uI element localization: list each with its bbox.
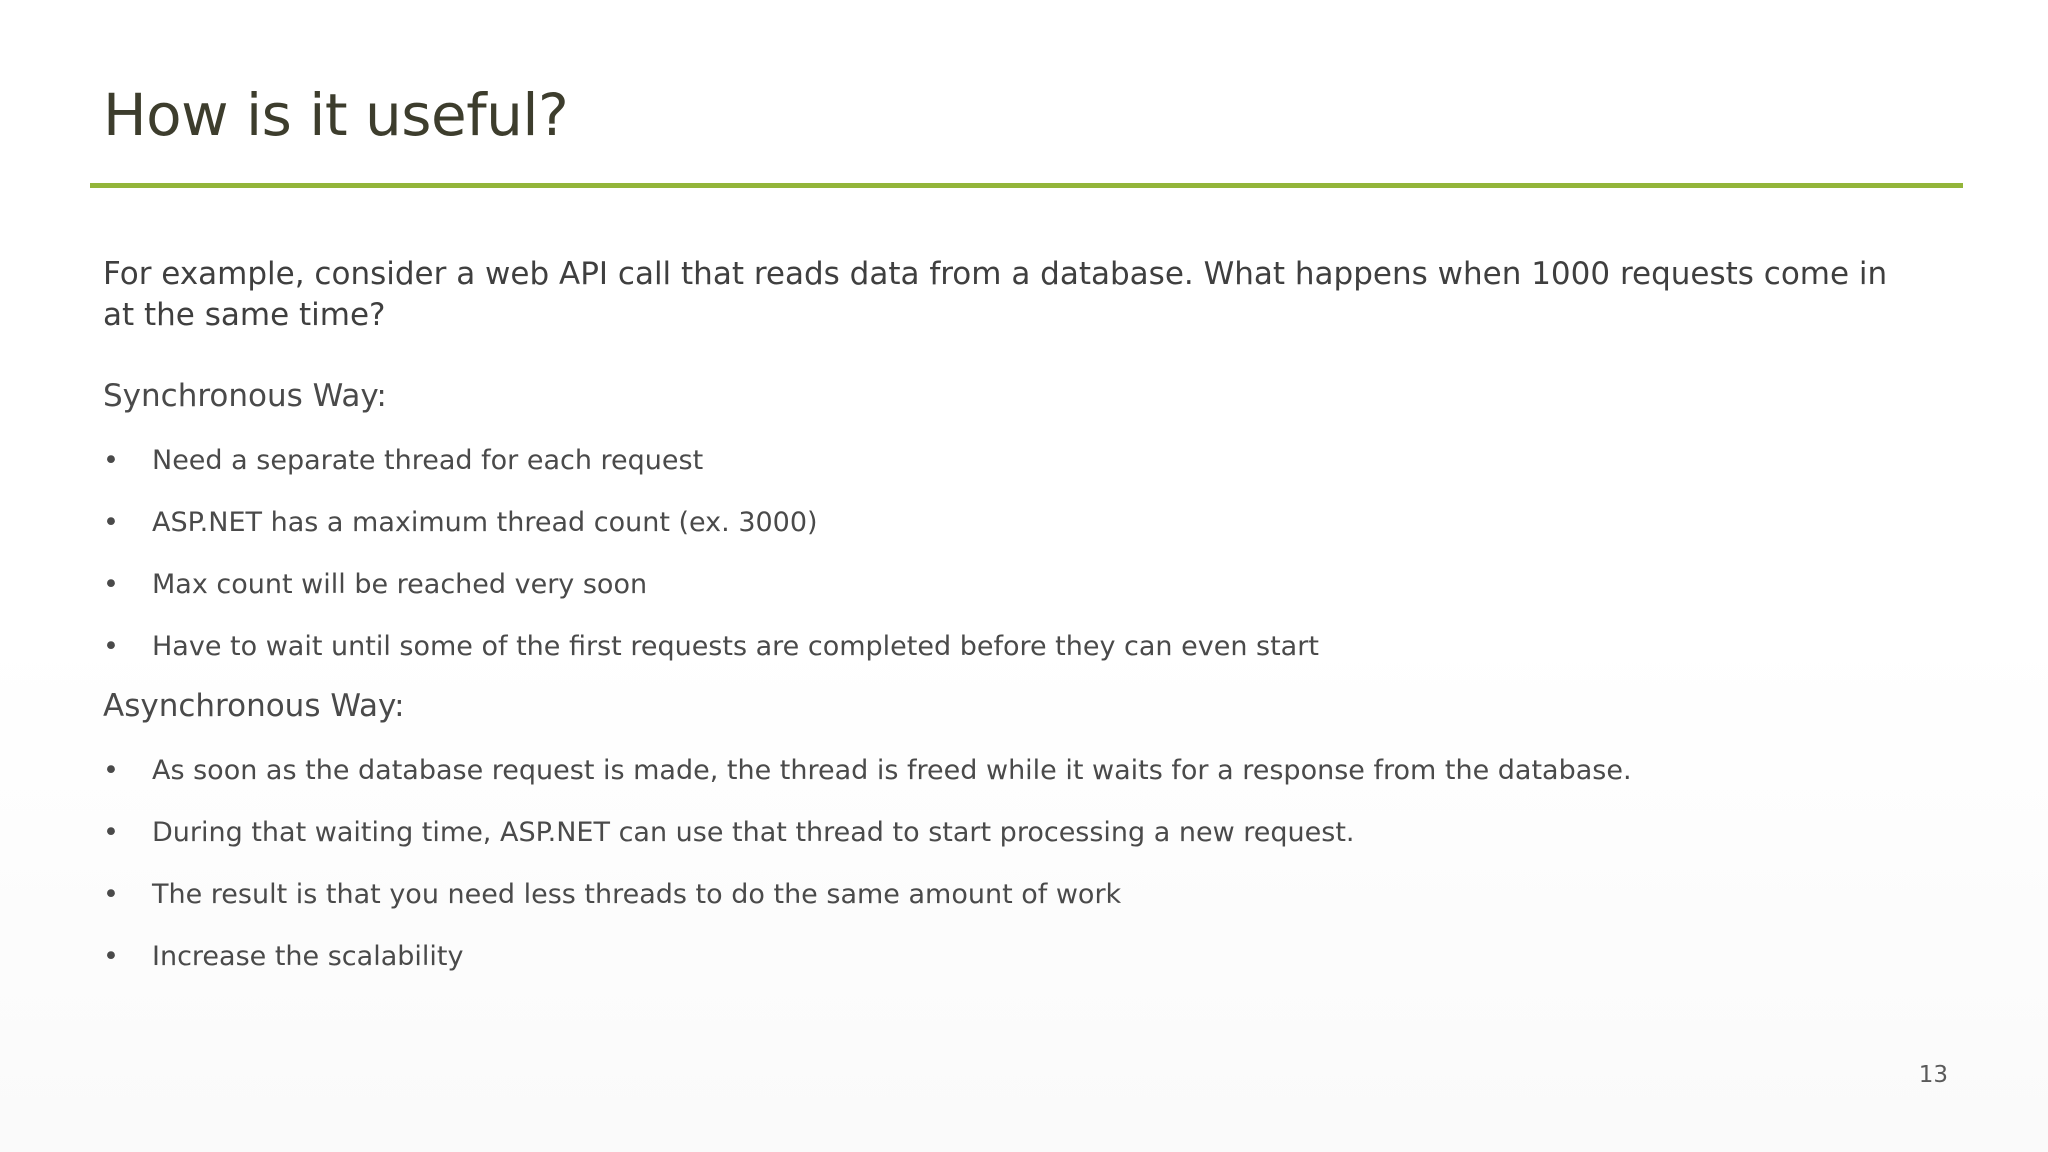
section-heading-asynchronous: Asynchronous Way: xyxy=(103,688,405,724)
bullet-text: During that waiting time, ASP.NET can use that thread to start processing a new request. xyxy=(152,817,1355,848)
bullet-text: Increase the scalability xyxy=(152,941,464,972)
bullet-dot-icon: • xyxy=(103,569,119,600)
slide-content xyxy=(103,254,1923,974)
slide-title: How is it useful? xyxy=(103,81,569,149)
bullet-item xyxy=(103,568,1923,602)
bullet-dot-icon: • xyxy=(103,755,119,786)
bullet-text: Need a separate thread for each request xyxy=(152,445,704,476)
intro-paragraph: For example, consider a web API call that reads data from a database. What happens when 1000 requests come in at the same time? xyxy=(103,256,1888,333)
bullet-list-asynchronous xyxy=(103,754,1923,974)
bullet-item xyxy=(103,506,1923,540)
bullet-item xyxy=(103,754,1923,788)
bullet-dot-icon: • xyxy=(103,817,119,848)
title-divider xyxy=(90,183,1963,188)
bullet-item xyxy=(103,630,1923,664)
bullet-dot-icon: • xyxy=(103,507,119,538)
section-heading-synchronous: Synchronous Way: xyxy=(103,378,387,414)
bullet-dot-icon: • xyxy=(103,631,119,662)
bullet-text: ASP.NET has a maximum thread count (ex. 3000) xyxy=(152,507,818,538)
bullet-text: Max count will be reached very soon xyxy=(152,569,648,600)
bullet-text: The result is that you need less threads to do the same amount of work xyxy=(152,879,1122,910)
bullet-dot-icon: • xyxy=(103,879,119,910)
bullet-list-synchronous xyxy=(103,444,1923,664)
bullet-dot-icon: • xyxy=(103,445,119,476)
bullet-dot-icon: • xyxy=(103,941,119,972)
bullet-text: Have to wait until some of the first requests are completed before they can even start xyxy=(152,631,1319,662)
bullet-text: As soon as the database request is made, the thread is freed while it waits for a response from the database. xyxy=(152,755,1632,786)
bullet-item xyxy=(103,940,1923,974)
bullet-item xyxy=(103,878,1923,912)
page-number: 13 xyxy=(1918,1062,1948,1088)
bullet-item xyxy=(103,444,1923,478)
bullet-item xyxy=(103,816,1923,850)
